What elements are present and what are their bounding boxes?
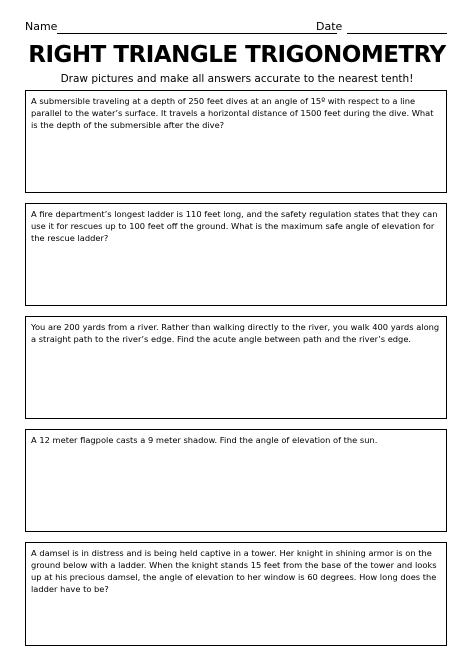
- problem-box-2[interactable]: [25, 203, 447, 306]
- worksheet-instructions: Draw pictures and make all answers accurate to the nearest tenth!: [60, 73, 414, 85]
- problem-box-4[interactable]: [25, 429, 447, 532]
- problem-text-3: You are 200 yards from a river. Rather than walking directly to the river, you walk 400 yards along a straight path to the river’s edge. Find the acute angle between path and the river’s edge.: [31, 322, 440, 344]
- name-field[interactable]: [57, 33, 337, 34]
- problem-box-1[interactable]: [25, 90, 447, 193]
- problem-text-4: A 12 meter flagpole casts a 9 meter shadow. Find the angle of elevation of the sun.: [31, 435, 378, 445]
- problem-box-5[interactable]: [25, 542, 447, 646]
- date-field[interactable]: [347, 33, 447, 34]
- problem-text-5: A damsel is in distress and is being held captive in a tower. Her knight in shining armor is on the ground below with a ladder. When the knight stands 15 feet from the base of the tower and looks up at his precious damsel, the angle of elevation to her window is 60 degrees. How long does the ladder have to be?: [31, 548, 437, 594]
- date-label: Date: [316, 20, 343, 33]
- problem-text-1: A submersible traveling at a depth of 250 feet dives at an angle of 15º with respect to a line parallel to the water’s surface. It travels a horizontal distance of 1500 feet during the dive. What is the depth of the submersible after the dive?: [31, 96, 434, 130]
- worksheet-title: RIGHT TRIANGLE TRIGONOMETRY: [28, 42, 446, 68]
- problem-text-2: A fire department’s longest ladder is 110 feet long, and the safety regulation states that they can use it for rescues up to 100 feet off the ground. What is the maximum safe angle of elevation for the rescue ladder?: [31, 209, 438, 243]
- name-date-row: [25, 20, 449, 36]
- problem-box-3[interactable]: [25, 316, 447, 419]
- name-label: Name: [25, 20, 58, 33]
